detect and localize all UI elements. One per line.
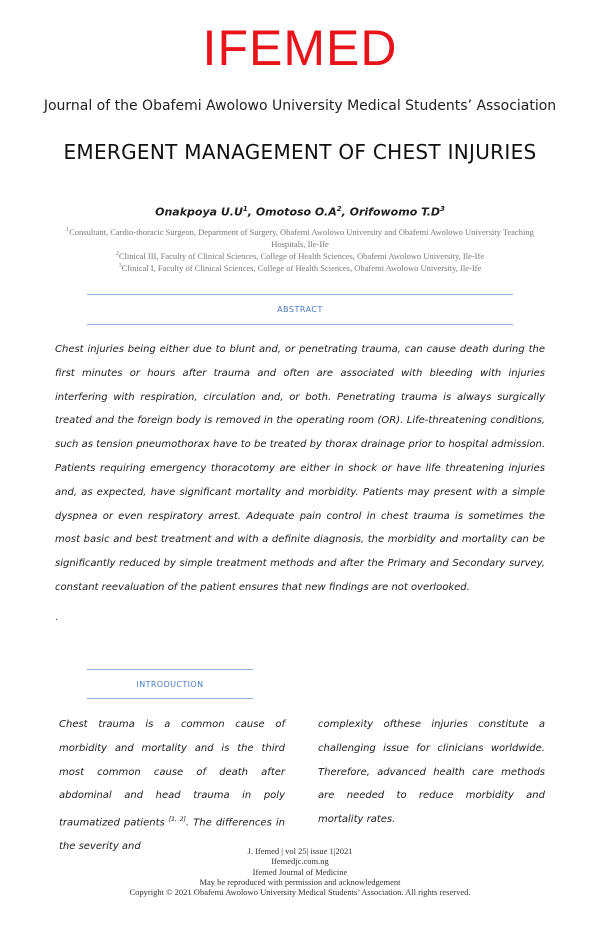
abstract-text: Chest injuries being either due to blunt and, or penetrating trauma, can cause death during the first minutes or hours after trauma and often are associated with bleeding with injuries interfering with respiration, circulation and, or both. Penetrating trauma is always surgically treated and the foreign body is removed in the operating room (OR). Life-threatening conditions, such as tension pneumothorax have to be treated by thorax drainage prior to hospital admission. Patients requiring emergency thoracotomy are either in shock or have life threatening injuries and, as expected, have significant mortality and morbidity. Patients may present with a simple dyspnea or even respiratory arrest. Adequate pain control in chest trauma is sometimes the most basic and best treatment and with a definite diagnosis, the morbidity and mortality can be significantly reduced by simple treatment methods and after the Primary and Secondary survey, constant reevaluation of the patient ensures that new findings are not overlooked.: [55, 344, 545, 593]
author-separator: ,: [341, 205, 350, 219]
footer-citation: J. Ifemed | vol 25| issue 1|2021: [247, 846, 353, 856]
author-name: Orifowomo T.D: [349, 205, 441, 219]
affiliation: [50, 224, 550, 250]
introduction-column-right: complexity ofthese injuries constitute a challenging issue for clinicians worldwide. Therefore, advanced health care methods are needed to reduce morbidity and mortality rates.: [318, 719, 545, 826]
introduction-text: Chest trauma is a common cause of morbidity and mortality and is the third most common cause of death after abdominal and head trauma in poly traumatized patients: [59, 719, 285, 829]
footer-journal: Ifemed Journal of Medicine: [252, 866, 348, 877]
author-name: Omotoso O.A: [255, 205, 337, 219]
affiliation-text: Clinical III, Faculty of Clinical Sciences, College of Health Sciences, Obafemi Awolowo University, Ile-Ife: [118, 250, 485, 261]
author-affiliation-mark: 2: [336, 205, 342, 213]
affiliation-mark: 1: [66, 227, 70, 233]
abstract-bottom-rule: [87, 324, 513, 325]
article-title: EMERGENT MANAGEMENT OF CHEST INJURIES: [63, 140, 537, 164]
abstract-heading: ABSTRACT: [277, 305, 323, 314]
footer-permission: May be reproduced with permission and acknowledgement: [199, 876, 401, 887]
affiliation-text: Consultant, Cardio-thoracic Surgeon, Department of Surgery, Obafemi Awolowo University and Obafemi Awolowo University Teaching Hospitals, Ile-Ife: [69, 226, 534, 249]
abstract-top-rule: [87, 294, 513, 295]
introduction-text: . The differences in the severity and: [59, 817, 285, 853]
introduction-top-rule: [87, 669, 253, 670]
introduction-bottom-rule: [87, 698, 253, 699]
stray-period: .: [55, 612, 59, 623]
introduction-column-left: [55, 713, 285, 859]
affiliation-mark: 2: [115, 251, 119, 257]
introduction-heading: INTRODUCTION: [136, 680, 204, 689]
affiliation-mark: 3: [118, 263, 122, 269]
author-separator: ,: [247, 205, 256, 219]
footer-copyright: Copyright © 2021 Obafemi Awolowo University Medical Students’ Association. All rights reserved.: [129, 887, 471, 898]
page-footer: [0, 846, 600, 897]
journal-masthead: IFEMED: [202, 20, 398, 76]
citation-reference: [1, 2]: [168, 816, 186, 824]
author-affiliation-mark: 1: [242, 205, 248, 213]
affiliation-text: Clinical I, Faculty of Clinical Sciences, College of Health Sciences, Obafemi Awolowo University, Ile-Ife: [121, 262, 482, 273]
footer-website: Ifemedjc.com.ng: [271, 856, 329, 867]
affiliation: [50, 260, 550, 274]
author-line: [0, 205, 600, 219]
journal-name: Journal of the Obafemi Awolowo University Medical Students’ Association: [43, 98, 557, 114]
author-affiliation-mark: 3: [440, 205, 445, 213]
author-name: Onakpoya U.U: [155, 205, 243, 219]
